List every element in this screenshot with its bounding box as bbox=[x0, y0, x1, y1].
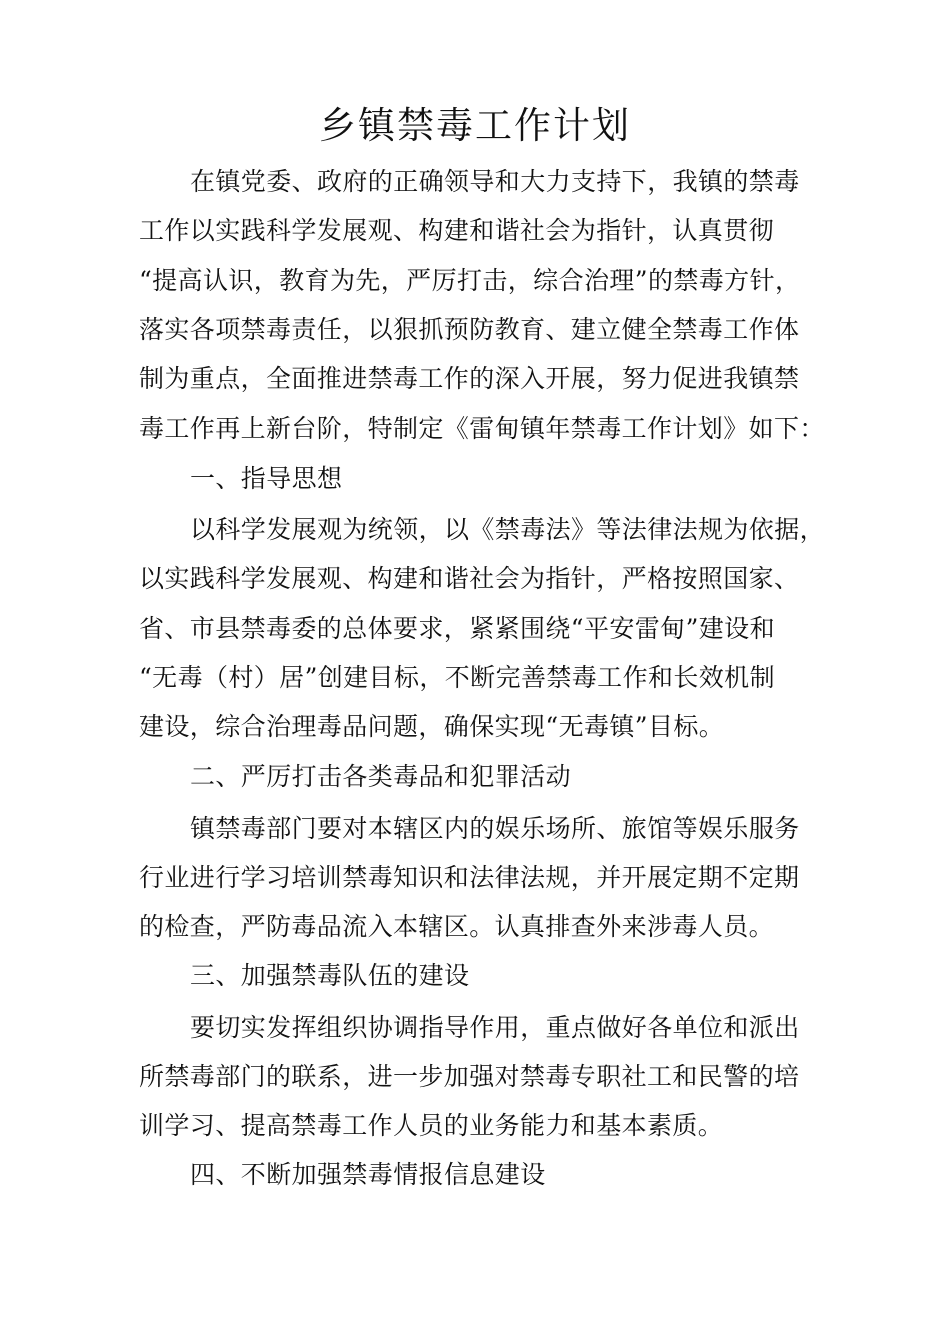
paragraph-line: 制为重点，全面推进禁毒工作的深入开展，努力促进我镇禁 bbox=[139, 364, 800, 393]
paragraph-line: 建设，综合治理毒品问题，确保实现“无毒镇”目标。 bbox=[139, 712, 725, 741]
section-heading: 二、严厉打击各类毒品和犯罪活动 bbox=[190, 762, 572, 791]
paragraph-line: 要切实发挥组织协调指导作用，重点做好各单位和派出 bbox=[190, 1013, 800, 1042]
paragraph-line: 工作以实践科学发展观、构建和谐社会为指针，认真贯彻 bbox=[139, 216, 775, 245]
paragraph-line: 所禁毒部门的联系，进一步加强对禁毒专职社工和民警的培 bbox=[139, 1062, 800, 1091]
paragraph-line: 镇禁毒部门要对本辖区内的娱乐场所、旅馆等娱乐服务 bbox=[190, 814, 800, 843]
paragraph-line: 以实践科学发展观、构建和谐社会为指针，严格按照国家、 bbox=[139, 564, 800, 593]
paragraph-line: “提高认识，教育为先，严厉打击，综合治理”的禁毒方针， bbox=[139, 266, 801, 295]
paragraph-line: 在镇党委、政府的正确领导和大力支持下，我镇的禁毒 bbox=[190, 167, 800, 196]
paragraph-line: 的检查，严防毒品流入本辖区。认真排查外来涉毒人员。 bbox=[139, 912, 775, 941]
paragraph-line: 落实各项禁毒责任，以狠抓预防教育、建立健全禁毒工作体 bbox=[139, 315, 800, 344]
section-heading: 三、加强禁毒队伍的建设 bbox=[190, 961, 470, 990]
paragraph-line: 毒工作再上新台阶，特制定《雷甸镇年禁毒工作计划》如下： bbox=[139, 414, 825, 443]
paragraph-line: 以科学发展观为统领，以《禁毒法》等法律法规为依据， bbox=[190, 515, 826, 544]
paragraph-line: 省、市县禁毒委的总体要求，紧紧围绕“平安雷甸”建设和 bbox=[139, 614, 775, 643]
document-title: 乡镇禁毒工作计划 bbox=[319, 104, 631, 147]
section-heading: 一、指导思想 bbox=[190, 464, 343, 493]
paragraph-line: 训学习、提高禁毒工作人员的业务能力和基本素质。 bbox=[139, 1111, 724, 1140]
paragraph-line: “无毒（村）居”创建目标，不断完善禁毒工作和长效机制 bbox=[139, 663, 775, 692]
paragraph-line: 行业进行学习培训禁毒知识和法律法规，并开展定期不定期 bbox=[139, 863, 800, 892]
section-heading: 四、不断加强禁毒情报信息建设 bbox=[190, 1160, 546, 1189]
